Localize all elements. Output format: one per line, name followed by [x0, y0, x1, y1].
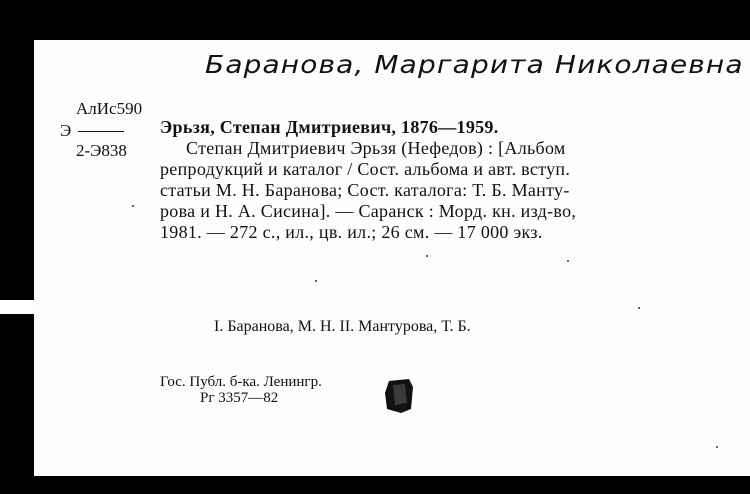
scan-speck	[567, 260, 569, 262]
scan-edge-notch	[0, 300, 34, 314]
call-number-secondary: 2-Э838	[76, 141, 127, 160]
call-number-primary: АлИс590	[76, 99, 143, 118]
scan-speck	[315, 280, 317, 282]
ink-stamp-mark	[383, 375, 417, 415]
library-record-number: Рг 3357—82	[200, 390, 279, 406]
scan-speck	[638, 307, 640, 309]
tracing-line: I. Баранова, М. Н. II. Мантурова, Т. Б.	[214, 318, 471, 335]
description-line-5: 1981. — 272 с., ил., цв. ил.; 26 см. — 17 000 экз.	[160, 222, 543, 242]
scan-speck	[132, 205, 134, 207]
scan-border-bottom	[0, 476, 750, 494]
description-line-1: Степан Дмитриевич Эрьзя (Нефедов) : [Альбом	[186, 138, 566, 158]
call-number-prefix: Э	[60, 121, 72, 140]
description-line-2: репродукций и каталог / Сост. альбома и авт. вступ.	[160, 159, 571, 179]
handwritten-author-name: Баранова, Маргарита Николаевна	[205, 50, 744, 79]
entry-heading: Эрьзя, Степан Дмитриевич, 1876—1959.	[160, 117, 499, 137]
library-name: Гос. Публ. б-ка. Ленингр.	[160, 374, 322, 390]
call-number-divider	[78, 131, 124, 132]
scan-speck	[426, 255, 428, 257]
description-line-3: статьи М. Н. Баранова; Сост. каталога: Т. Б. Манту-	[160, 180, 570, 200]
scan-speck	[716, 446, 718, 448]
description-line-4: рова и Н. А. Сисина]. — Саранск : Морд. кн. изд-во,	[160, 201, 577, 221]
